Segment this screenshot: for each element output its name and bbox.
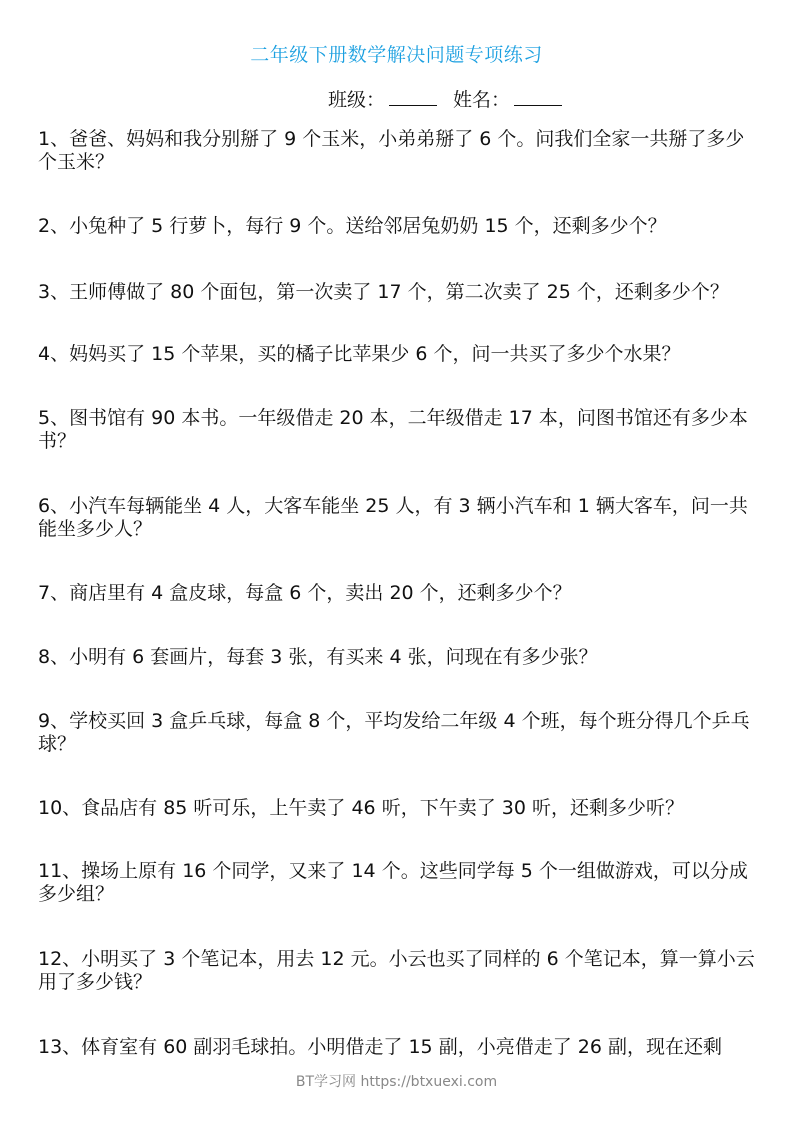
site-footer: BT学习网 https://btxuexi.com [295,1074,498,1090]
class-blank [389,87,437,106]
question-9: 9、学校买回 3 盒乒乓球，每盒 8 个，平均发给二年级 4 个班，每个班分得几个乒乓球？ [38,710,750,755]
question-3: 3、王师傅做了 80 个面包，第一次卖了 17 个，第二次卖了 25 个，还剩多少个？ [38,281,729,303]
question-10: 10、食品店有 85 听可乐，上午卖了 46 听，下午卖了 30 听，还剩多少听？ [38,797,684,819]
question-12: 12、小明买了 3 个笔记本，用去 12 元。小云也买了同样的 6 个笔记本，算一算小云用了多少钱？ [38,948,755,993]
name-label: 姓名： [453,89,511,111]
question-5: 5、图书馆有 90 本书。一年级借走 20 本，二年级借走 17 本，问图书馆还有多少本书？ [38,407,748,452]
name-blank [514,87,562,106]
question-7: 7、商店里有 4 盒皮球，每盒 6 个，卖出 20 个，还剩多少个？ [38,582,572,604]
page-title: 二年级下册数学解决问题专项练习 [250,44,543,66]
question-4: 4、妈妈买了 15 个苹果，买的橘子比苹果少 6 个，问一共买了多少个水果？ [38,343,681,365]
question-2: 2、小兔种了 5 行萝卜，每行 9 个。送给邻居兔奶奶 15 个，还剩多少个？ [38,215,667,237]
question-11: 11、操场上原有 16 个同学，又来了 14 个。这些同学每 5 个一组做游戏，可以分成多少组？ [38,860,748,905]
question-1: 1、爸爸、妈妈和我分别掰了 9 个玉米，小弟弟掰了 6 个。问我们全家一共掰了多少个玉米？ [38,128,745,173]
question-8: 8、小明有 6 套画片，每套 3 张，有买来 4 张，问现在有多少张？ [38,646,598,668]
question-6: 6、小汽车每辆能坐 4 人，大客车能坐 25 人，有 3 辆小汽车和 1 辆大客车，问一共能坐多少人？ [38,495,748,540]
question-13: 13、体育室有 60 副羽毛球拍。小明借走了 15 副，小亮借走了 26 副，现在还剩 [38,1036,722,1058]
class-label: 班级： [328,89,386,111]
student-info-line [328,85,562,112]
